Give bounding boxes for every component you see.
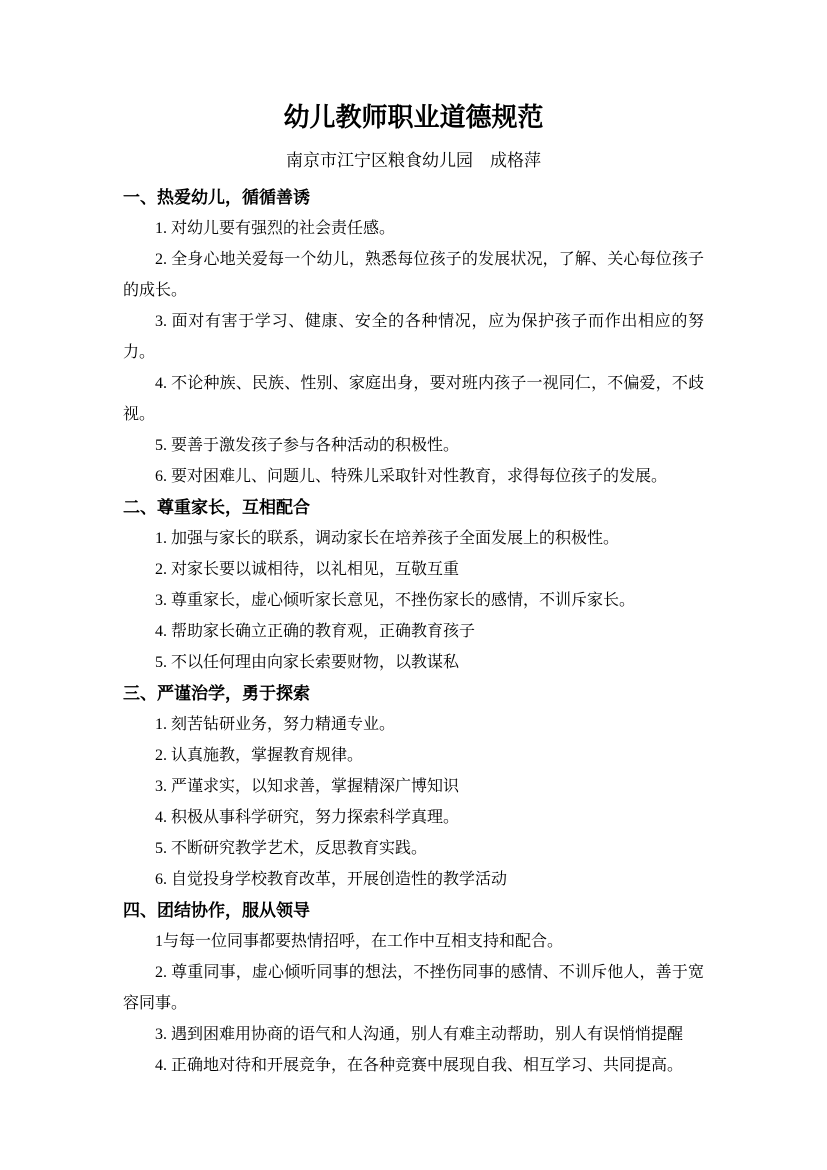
- list-item: 1. 对幼儿要有强烈的社会责任感。: [155, 220, 396, 237]
- list-item: 2. 对家长要以诚相待，以礼相见，互敬互重: [155, 561, 460, 578]
- section-heading: 三、严谨治学，勇于探索: [123, 684, 310, 703]
- list-item: 2. 尊重同事，虚心倾听同事的想法，不挫伤同事的感情、不训斥他人，善于宽容同事。: [123, 964, 704, 1012]
- section-heading: 二、尊重家长，互相配合: [123, 498, 310, 517]
- list-item: 1与每一位同事都要热情招呼，在工作中互相支持和配合。: [155, 933, 564, 950]
- list-item: 5. 不以任何理由向家长索要财物，以教谋私: [155, 654, 460, 671]
- document-body: [123, 182, 704, 1081]
- list-item: 3. 尊重家长，虚心倾听家长意见，不挫伤家长的感情，不训斥家长。: [155, 592, 636, 609]
- list-item: 2. 认真施教，掌握教育规律。: [155, 747, 364, 764]
- list-item: 5. 不断研究教学艺术，反思教育实践。: [155, 840, 428, 857]
- list-item: 5. 要善于激发孩子参与各种活动的积极性。: [155, 437, 460, 454]
- list-item: 4. 帮助家长确立正确的教育观，正确教育孩子: [155, 623, 476, 640]
- list-item: 1. 加强与家长的联系，调动家长在培养孩子全面发展上的积极性。: [155, 530, 620, 547]
- list-item: 1. 刻苦钻研业务，努力精通专业。: [155, 716, 396, 733]
- list-item: 3. 严谨求实，以知求善，掌握精深广博知识: [155, 778, 460, 795]
- list-item: 4. 积极从事科学研究，努力探索科学真理。: [155, 809, 460, 826]
- document-title: 幼儿教师职业道德规范: [283, 103, 544, 132]
- section-heading: 四、团结协作，服从领导: [123, 901, 310, 920]
- section-heading: 一、热爱幼儿，循循善诱: [123, 188, 310, 207]
- list-item: 6. 自觉投身学校教育改革，开展创造性的教学活动: [155, 871, 508, 888]
- list-item: 2. 全身心地关爱每一个幼儿，熟悉每位孩子的发展状况，了解、关心每位孩子的成长。: [123, 251, 704, 299]
- list-item: 4. 不论种族、民族、性别、家庭出身，要对班内孩子一视同仁，不偏爱，不歧视。: [123, 375, 704, 423]
- list-item: 3. 面对有害于学习、健康、安全的各种情况，应为保护孩子而作出相应的努力。: [123, 313, 704, 361]
- list-item: 4. 正确地对待和开展竞争，在各种竞赛中展现自我、相互学习、共同提高。: [155, 1057, 684, 1074]
- document-byline: 南京市江宁区粮食幼儿园 成格萍: [286, 151, 541, 170]
- list-item: 6. 要对困难儿、问题儿、特殊儿采取针对性教育，求得每位孩子的发展。: [155, 468, 668, 485]
- list-item: 3. 遇到困难用协商的语气和人沟通，别人有难主动帮助，别人有误悄悄提醒: [155, 1026, 684, 1043]
